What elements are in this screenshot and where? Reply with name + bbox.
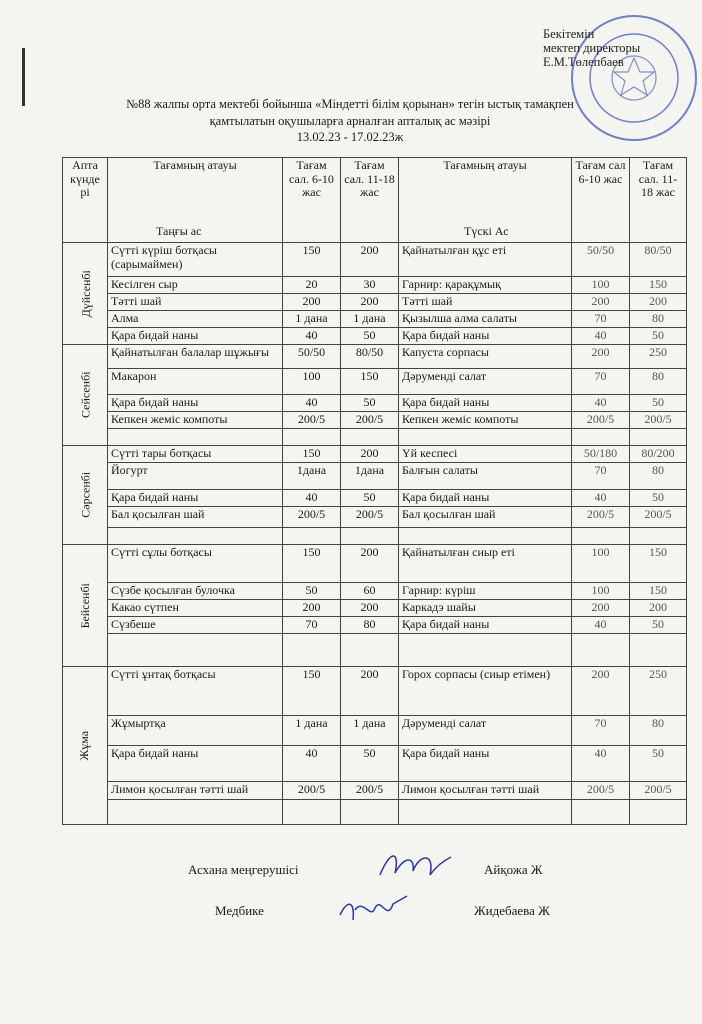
breakfast-portion-11-18 <box>341 528 399 545</box>
lunch-dish: Бал қосылған шай <box>399 507 572 528</box>
cook-title: Асхана меңгерушісі <box>188 862 299 877</box>
breakfast-portion-11-18: 80/50 <box>341 345 399 369</box>
header-row <box>63 158 687 243</box>
lunch-portion-11-18 <box>630 800 687 825</box>
breakfast-portion-11-18 <box>341 800 399 825</box>
breakfast-portion-6-10: 50 <box>283 583 341 600</box>
table-row <box>63 446 687 463</box>
breakfast-portion-6-10: 20 <box>283 277 341 294</box>
table-row <box>63 507 687 528</box>
breakfast-portion-6-10: 150 <box>283 243 341 277</box>
lunch-dish: Дәрумендi салат <box>399 716 572 746</box>
nurse-title: Медбике <box>215 903 264 918</box>
lunch-dish <box>399 528 572 545</box>
day-name: Дүйсенбі <box>78 269 93 318</box>
lunch-dish: Қара бидай наны <box>399 746 572 782</box>
lunch-dish: Лимон қосылған тәтті шай <box>399 782 572 800</box>
lunch-portion-6-10: 200 <box>572 294 630 311</box>
breakfast-dish: Сүтті сұлы ботқасы <box>108 545 283 583</box>
lunch-dish: Қара бидай наны <box>399 395 572 412</box>
lunch-portion-11-18: 200 <box>630 294 687 311</box>
approval-line: Е.М.Төлепбаев <box>543 55 624 69</box>
table-row <box>63 243 687 277</box>
breakfast-portion-11-18 <box>341 429 399 446</box>
header-breakfast-label: Таңғы ас <box>156 223 202 238</box>
breakfast-portion-11-18: 200 <box>341 667 399 716</box>
table-row <box>63 634 687 667</box>
lunch-portion-11-18: 50 <box>630 617 687 634</box>
breakfast-dish: Қара бидай наны <box>108 746 283 782</box>
table-row <box>63 617 687 634</box>
lunch-portion-6-10: 40 <box>572 395 630 412</box>
header-breakfast <box>108 158 283 243</box>
lunch-portion-6-10: 40 <box>572 746 630 782</box>
lunch-dish: Қайнатылған құс еті <box>399 243 572 277</box>
cook-signature <box>375 845 455 885</box>
lunch-portion-6-10: 100 <box>572 583 630 600</box>
breakfast-portion-6-10: 50/50 <box>283 345 341 369</box>
breakfast-dish: Сүтті күріш ботқасы (сарымаймен) <box>108 243 283 277</box>
breakfast-portion-6-10: 40 <box>283 490 341 507</box>
table-row <box>63 782 687 800</box>
header-lunch-label: Түскі Ас <box>464 223 509 238</box>
day-name: Сейсенбі <box>78 371 93 419</box>
lunch-portion-11-18 <box>630 634 687 667</box>
breakfast-portion-11-18: 200 <box>341 243 399 277</box>
table-row <box>63 429 687 446</box>
breakfast-dish: Қара бидай наны <box>108 328 283 345</box>
breakfast-portion-6-10 <box>283 528 341 545</box>
nurse-name: Жидебаева Ж <box>474 903 550 918</box>
lunch-portion-6-10: 200 <box>572 667 630 716</box>
day-cell <box>63 667 108 825</box>
lunch-dish: Каркадэ шайы <box>399 600 572 617</box>
breakfast-portion-6-10 <box>283 800 341 825</box>
day-cell <box>63 345 108 446</box>
breakfast-portion-6-10: 200/5 <box>283 412 341 429</box>
breakfast-portion-11-18: 150 <box>341 369 399 395</box>
breakfast-portion-6-10: 150 <box>283 446 341 463</box>
lunch-portion-6-10: 40 <box>572 328 630 345</box>
lunch-portion-6-10: 100 <box>572 545 630 583</box>
table-row <box>63 345 687 369</box>
table-row <box>63 490 687 507</box>
breakfast-portion-11-18: 200 <box>341 600 399 617</box>
breakfast-portion-11-18: 50 <box>341 490 399 507</box>
breakfast-portion-6-10: 40 <box>283 395 341 412</box>
breakfast-dish: Қара бидай наны <box>108 490 283 507</box>
lunch-portion-6-10: 50/180 <box>572 446 630 463</box>
breakfast-portion-11-18: 200/5 <box>341 782 399 800</box>
day-cell <box>63 545 108 667</box>
breakfast-portion-11-18: 1 дана <box>341 716 399 746</box>
title-line: №88 жалпы орта мектебі бойынша «Міндетті білім қорынан» тегін ыстық тамақпен <box>126 97 574 111</box>
breakfast-portion-11-18: 1дана <box>341 463 399 490</box>
breakfast-portion-11-18: 200 <box>341 446 399 463</box>
breakfast-portion-11-18: 50 <box>341 395 399 412</box>
lunch-portion-6-10: 200 <box>572 345 630 369</box>
breakfast-portion-11-18: 50 <box>341 328 399 345</box>
lunch-dish: Гарнир: қарақұмық <box>399 277 572 294</box>
table-row <box>63 311 687 328</box>
breakfast-portion-11-18: 60 <box>341 583 399 600</box>
lunch-portion-11-18: 80 <box>630 716 687 746</box>
title-date: 13.02.23 - 17.02.23ж <box>296 130 404 144</box>
lunch-dish: Капуста сорпасы <box>399 345 572 369</box>
lunch-dish: Қара бидай наны <box>399 490 572 507</box>
breakfast-dish: Жұмыртқа <box>108 716 283 746</box>
lunch-portion-6-10: 200/5 <box>572 412 630 429</box>
header-day: Апта күнде рі <box>63 158 108 243</box>
lunch-portion-11-18 <box>630 528 687 545</box>
day-name: Сәрсенбі <box>78 472 93 518</box>
title-line: қамтылатын оқушыларға арналған апталық ас мәзірі <box>209 113 491 128</box>
lunch-dish: Горох сорпасы (сиыр етімен) <box>399 667 572 716</box>
breakfast-portion-11-18: 200/5 <box>341 507 399 528</box>
page-edge-mark <box>22 48 25 106</box>
lunch-portion-11-18: 150 <box>630 583 687 600</box>
table-row <box>63 800 687 825</box>
lunch-portion-11-18: 50 <box>630 746 687 782</box>
breakfast-portion-6-10: 1 дана <box>283 716 341 746</box>
lunch-dish: Балғын салаты <box>399 463 572 490</box>
breakfast-portion-6-10: 150 <box>283 545 341 583</box>
lunch-portion-11-18: 250 <box>630 667 687 716</box>
lunch-portion-11-18: 200/5 <box>630 412 687 429</box>
lunch-portion-11-18: 80/50 <box>630 243 687 277</box>
breakfast-dish <box>108 528 283 545</box>
breakfast-portion-6-10: 200 <box>283 600 341 617</box>
breakfast-portion-6-10: 100 <box>283 369 341 395</box>
table-row <box>63 294 687 311</box>
lunch-portion-6-10 <box>572 634 630 667</box>
header-portion-11-18: Тағам сал. 11-18 жас <box>630 158 687 243</box>
lunch-portion-6-10: 200/5 <box>572 782 630 800</box>
table-row <box>63 545 687 583</box>
breakfast-portion-6-10: 1 дана <box>283 311 341 328</box>
table-row <box>63 528 687 545</box>
breakfast-dish: Сүзбе қосылған булочка <box>108 583 283 600</box>
lunch-dish: Қара бидай наны <box>399 617 572 634</box>
lunch-portion-6-10 <box>572 800 630 825</box>
lunch-portion-6-10: 70 <box>572 311 630 328</box>
lunch-dish <box>399 634 572 667</box>
breakfast-portion-6-10: 1дана <box>283 463 341 490</box>
breakfast-portion-11-18: 200/5 <box>341 412 399 429</box>
breakfast-dish: Лимон қосылған тәтті шай <box>108 782 283 800</box>
approval-line: Бекітемін <box>543 27 595 41</box>
breakfast-dish: Сүтті ұнтақ ботқасы <box>108 667 283 716</box>
breakfast-portion-11-18: 1 дана <box>341 311 399 328</box>
approval-block <box>543 27 640 69</box>
table-row <box>63 277 687 294</box>
breakfast-portion-6-10: 200 <box>283 294 341 311</box>
breakfast-dish: Кепкен жеміс компоты <box>108 412 283 429</box>
lunch-portion-6-10: 100 <box>572 277 630 294</box>
lunch-portion-11-18: 80 <box>630 311 687 328</box>
breakfast-dish <box>108 634 283 667</box>
breakfast-portion-11-18: 30 <box>341 277 399 294</box>
table-row <box>63 463 687 490</box>
lunch-portion-11-18: 80 <box>630 369 687 395</box>
lunch-dish <box>399 800 572 825</box>
lunch-portion-6-10: 40 <box>572 490 630 507</box>
lunch-dish: Дәрумендi салат <box>399 369 572 395</box>
header-dish-name: Тағамның атауы <box>153 158 237 172</box>
lunch-dish: Қызылша алма салаты <box>399 311 572 328</box>
breakfast-dish: Алма <box>108 311 283 328</box>
lunch-dish: Гарнир: күріш <box>399 583 572 600</box>
lunch-dish <box>399 429 572 446</box>
nurse-signature <box>335 890 415 930</box>
lunch-dish: Қара бидай наны <box>399 328 572 345</box>
lunch-portion-6-10: 40 <box>572 617 630 634</box>
breakfast-portion-6-10: 40 <box>283 328 341 345</box>
day-cell <box>63 243 108 345</box>
header-portion-6-10: Тағам сал 6-10 жас <box>572 158 630 243</box>
breakfast-portion-11-18: 200 <box>341 545 399 583</box>
breakfast-portion-11-18: 50 <box>341 746 399 782</box>
lunch-portion-6-10: 70 <box>572 463 630 490</box>
lunch-portion-11-18 <box>630 429 687 446</box>
breakfast-dish: Қара бидай наны <box>108 395 283 412</box>
breakfast-dish: Сүтті тары ботқасы <box>108 446 283 463</box>
lunch-portion-6-10: 70 <box>572 369 630 395</box>
lunch-portion-11-18: 200 <box>630 600 687 617</box>
table-row <box>63 583 687 600</box>
lunch-dish: Кепкен жеміс компоты <box>399 412 572 429</box>
breakfast-dish <box>108 800 283 825</box>
day-cell <box>63 446 108 545</box>
day-name: Бейсенбі <box>77 582 92 629</box>
document-title <box>60 96 640 146</box>
table-row <box>63 600 687 617</box>
breakfast-dish <box>108 429 283 446</box>
lunch-portion-6-10: 70 <box>572 716 630 746</box>
breakfast-portion-11-18: 80 <box>341 617 399 634</box>
header-portion-11-18: Тағам сал. 11-18 жас <box>341 158 399 243</box>
lunch-portion-11-18: 250 <box>630 345 687 369</box>
day-name: Жұма <box>77 730 92 761</box>
breakfast-portion-6-10: 150 <box>283 667 341 716</box>
table-row <box>63 716 687 746</box>
breakfast-dish: Макарон <box>108 369 283 395</box>
table-row <box>63 667 687 716</box>
lunch-dish: Қайнатылған сиыр еті <box>399 545 572 583</box>
approval-line: мектеп директоры <box>543 41 641 55</box>
lunch-dish: Үй кеспесі <box>399 446 572 463</box>
breakfast-dish: Йогурт <box>108 463 283 490</box>
table-row <box>63 746 687 782</box>
breakfast-portion-6-10: 40 <box>283 746 341 782</box>
lunch-portion-6-10 <box>572 528 630 545</box>
breakfast-dish: Какао сүтпен <box>108 600 283 617</box>
lunch-portion-11-18: 80 <box>630 463 687 490</box>
lunch-portion-11-18: 150 <box>630 545 687 583</box>
lunch-dish: Тәтті шай <box>399 294 572 311</box>
lunch-portion-11-18: 150 <box>630 277 687 294</box>
table-row <box>63 369 687 395</box>
header-dish-name: Тағамның атауы <box>443 158 527 172</box>
table-row <box>63 395 687 412</box>
breakfast-portion-6-10: 200/5 <box>283 782 341 800</box>
breakfast-portion-6-10: 70 <box>283 617 341 634</box>
table-row <box>63 328 687 345</box>
lunch-portion-6-10 <box>572 429 630 446</box>
breakfast-dish: Қайнатылған балалар шұжығы <box>108 345 283 369</box>
breakfast-portion-6-10 <box>283 634 341 667</box>
lunch-portion-11-18: 200/5 <box>630 782 687 800</box>
breakfast-portion-6-10 <box>283 429 341 446</box>
lunch-portion-6-10: 50/50 <box>572 243 630 277</box>
breakfast-dish: Кесілген сыр <box>108 277 283 294</box>
lunch-portion-6-10: 200/5 <box>572 507 630 528</box>
breakfast-portion-11-18 <box>341 634 399 667</box>
header-portion-6-10: Тағам сал. 6-10 жас <box>283 158 341 243</box>
lunch-portion-11-18: 80/200 <box>630 446 687 463</box>
header-lunch <box>399 158 572 243</box>
lunch-portion-11-18: 200/5 <box>630 507 687 528</box>
lunch-portion-6-10: 200 <box>572 600 630 617</box>
breakfast-dish: Бал қосылған шай <box>108 507 283 528</box>
lunch-portion-11-18: 50 <box>630 395 687 412</box>
breakfast-dish: Тәтті шай <box>108 294 283 311</box>
lunch-portion-11-18: 50 <box>630 328 687 345</box>
breakfast-portion-6-10: 200/5 <box>283 507 341 528</box>
lunch-portion-11-18: 50 <box>630 490 687 507</box>
table-row <box>63 412 687 429</box>
menu-table <box>62 157 687 825</box>
cook-name: Айқожа Ж <box>484 862 543 877</box>
breakfast-dish: Сүзбеше <box>108 617 283 634</box>
breakfast-portion-11-18: 200 <box>341 294 399 311</box>
